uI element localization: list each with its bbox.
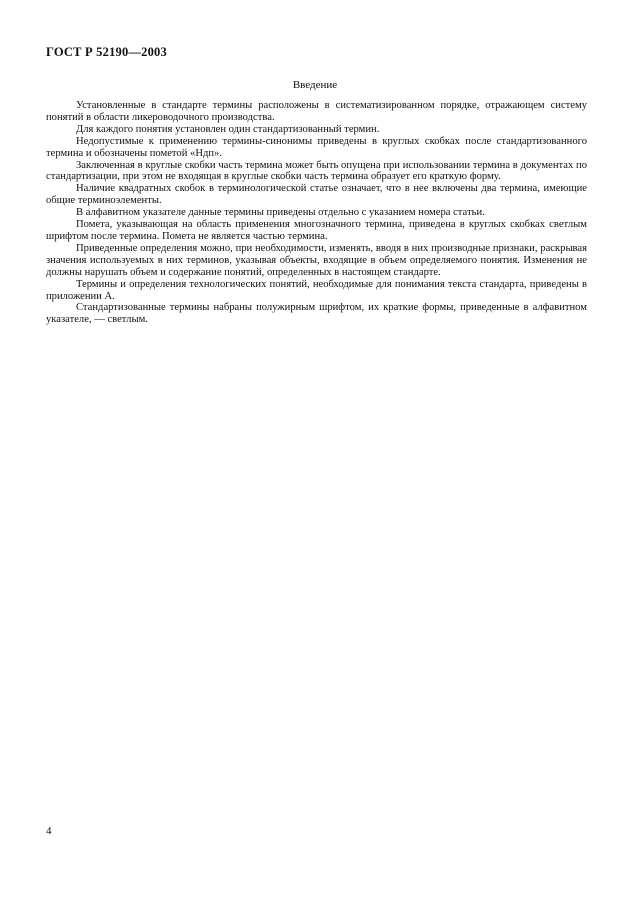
paragraph: Наличие квадратных скобок в терминологической статье означает, что в нее включены два термина, имеющие общие терминоэлементы. xyxy=(46,183,587,207)
document-header-standard-id: ГОСТ Р 52190—2003 xyxy=(46,45,167,59)
paragraph: Для каждого понятия установлен один стандартизованный термин. xyxy=(76,123,380,135)
paragraph: Стандартизованные термины набраны полужирным шрифтом, их краткие формы, приведенные в алфавитном указателе, — светлым. xyxy=(46,302,587,326)
paragraph: Заключенная в круглые скобки часть термина может быть опущена при использовании термина в документах по стандартизации, при этом не входящая в круглые скобки часть термина образует его краткую форму. xyxy=(46,159,587,183)
paragraph: Помета, указывающая на область применения многозначного термина, приведена в круглых скобках светлым шрифтом после термина. Помета не является частью термина. xyxy=(46,219,587,242)
paragraph: Недопустимые к применению термины-синонимы приведены в круглых скобках после стандартизованного термина и обозначены пометой «Ндп». xyxy=(46,135,587,159)
paragraph: Приведенные определения можно, при необходимости, изменять, вводя в них производные признаки, раскрывая значения используемых в них терминов, указывая объекты, входящие в объем определяемого понятия. Изменения не должны нарушать объем и содержание понятий, определенных в настоящем стандарте. xyxy=(46,242,587,278)
paragraph: Установленные в стандарте термины расположены в систематизированном порядке, отражающем систему понятий в области ликероводочного производства. xyxy=(46,100,587,123)
section-title: Введение xyxy=(292,79,338,91)
body-text xyxy=(46,100,587,326)
paragraph: В алфавитном указателе данные термины приведены отдельно с указанием номера статьи. xyxy=(76,207,485,219)
paragraph: Термины и определения технологических понятий, необходимые для понимания текста стандарта, приведены в приложении А. xyxy=(46,278,587,302)
page-number: 4 xyxy=(46,825,52,837)
